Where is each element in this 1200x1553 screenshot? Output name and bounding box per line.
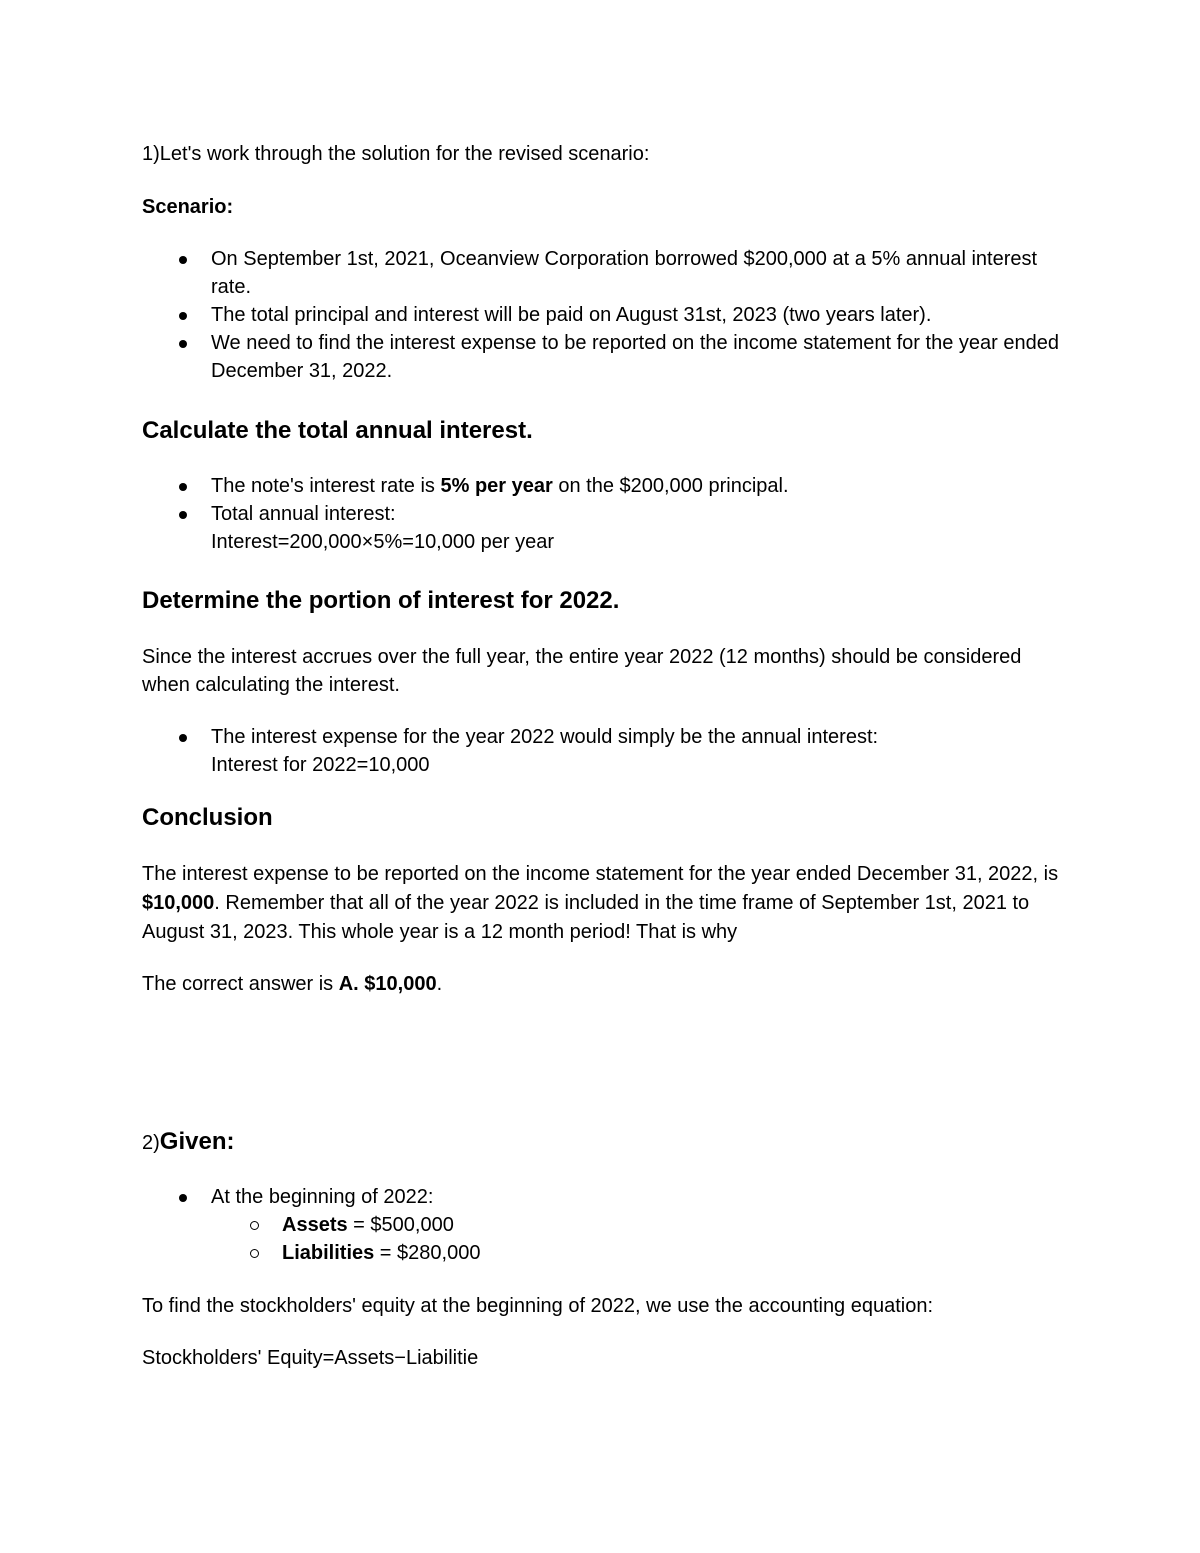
list-item: We need to find the interest expense to be reported on the income statement for the year ended December 31, 2022. [142,329,1062,385]
q2-paragraph: To find the stockholders' equity at the beginning of 2022, we use the accounting equation: [142,1295,934,1317]
heading-portion: Determine the portion of interest for 2022. [142,587,620,614]
list-item: The note's interest rate is 5% per year on the $200,000 principal. [142,472,1062,500]
given-label: Given: [159,1128,235,1155]
rate-emphasis: 5% per year [440,475,553,497]
list-item: On September 1st, 2021, Oceanview Corporation borrowed $200,000 at a 5% annual interest rate. [142,245,1062,301]
heading-conclusion: Conclusion [142,804,273,831]
list-item: At the beginning of 2022: [142,1183,1062,1211]
list-item: The interest expense for the year 2022 would simply be the annual interest: Interest for 2022=10,000 [142,723,1062,779]
q1-intro: 1)Let's work through the solution for the revised scenario: [142,143,650,165]
list-item: Total annual interest: Interest=200,000×5%=10,000 per year [142,500,1062,556]
hollow-bullet-icon [250,1249,259,1258]
given-sublist [142,1211,1062,1267]
bullet-icon [179,483,187,491]
bullet-icon [179,734,187,742]
interest-2022-formula: Interest for 2022=10,000 [211,754,430,776]
heading-calculate: Calculate the total annual interest. [142,417,533,444]
liabilities-label: Liabilities [282,1242,375,1264]
bullet-icon [179,340,187,348]
portion-paragraph: Since the interest accrues over the full year, the entire year 2022 (12 months) should be considered when calculating the interest. [142,646,1022,696]
bullet-icon [179,1194,187,1202]
answer-line: The correct answer is A. $10,000. [142,973,443,995]
scenario-list [142,245,1062,385]
bullet-icon [179,256,187,264]
q2-heading [142,1126,1062,1160]
list-item [142,1211,1062,1239]
given-list [142,1183,1062,1211]
conclusion-paragraph: The interest expense to be reported on the income statement for the year ended December 31, 2022, is $10,000. Remember that all of the year 2022 is included in the time frame of September 1st, 2021 to August 31, 2023. This whole year is a 12 month period! That is why [142,863,1059,943]
assets-value: = $500,000 [347,1214,454,1236]
hollow-bullet-icon [250,1221,259,1230]
q2-equation: Stockholders' Equity=Assets−Liabilitie [142,1347,479,1369]
list-item: The total principal and interest will be paid on August 31st, 2023 (two years later). [142,301,1062,329]
q2-number: 2) [142,1132,160,1154]
answer-value: A. $10,000 [338,973,437,995]
assets-label: Assets [282,1214,348,1236]
interest-formula: Interest=200,000×5%=10,000 per year [211,531,555,553]
scenario-label: Scenario: [142,196,234,218]
portion-list [142,723,1062,779]
bullet-icon [179,511,187,519]
bullet-icon [179,312,187,320]
liabilities-value: = $280,000 [374,1242,481,1264]
calc-list [142,472,1062,556]
list-item [142,1239,1062,1267]
conclusion-amount: $10,000 [142,892,215,914]
